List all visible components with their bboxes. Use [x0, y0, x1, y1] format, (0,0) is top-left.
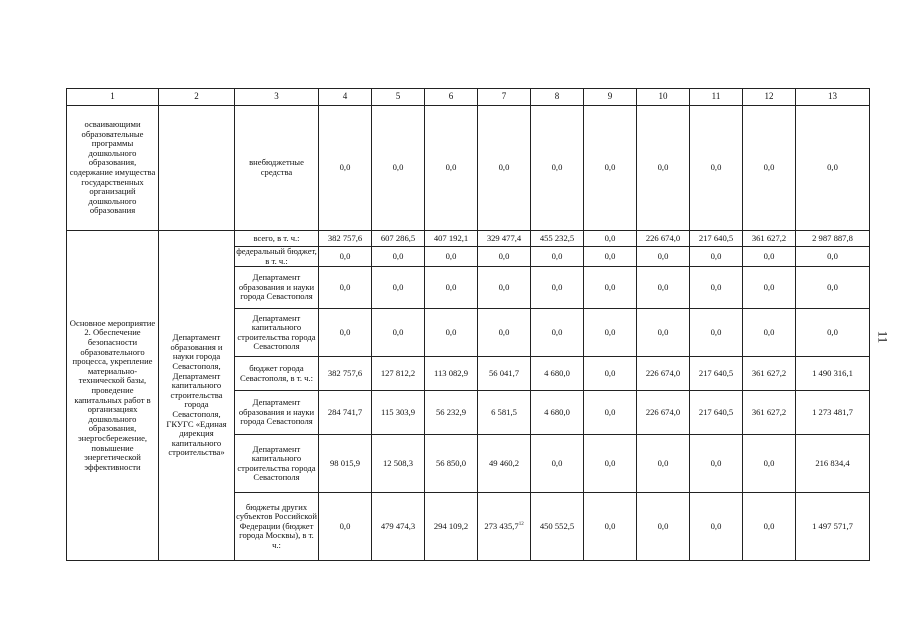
value-cell — [478, 247, 531, 267]
value-cell — [319, 309, 372, 357]
funding-source-cell: бюджеты других субъектов Российской Федерации (бюджет города Москвы), в т. ч.: — [235, 493, 319, 561]
value-cell — [425, 357, 478, 391]
value-text: 0,0 — [551, 281, 563, 292]
value-text: 226 674,0 — [645, 406, 681, 417]
value-text: 0,0 — [710, 326, 722, 337]
value-text: 4 680,0 — [544, 367, 570, 378]
value-text: 294 109,2 — [433, 520, 469, 531]
value-text: 0,0 — [392, 250, 404, 261]
value-cell — [425, 391, 478, 435]
value-text: 0,0 — [551, 250, 563, 261]
value-text: 0,0 — [763, 520, 775, 531]
page-number: 11 — [875, 330, 891, 344]
value-cell — [796, 309, 870, 357]
value-cell — [478, 493, 531, 561]
value-cell — [531, 231, 584, 247]
value-cell — [425, 309, 478, 357]
value-cell — [637, 435, 690, 493]
value-cell — [796, 247, 870, 267]
table-row — [67, 106, 870, 231]
value-cell: 0,0 — [796, 106, 870, 231]
value-cell — [425, 435, 478, 493]
funding-source-cell: всего, в т. ч.: — [235, 231, 319, 247]
funding-source-cell: внебюджетные средства — [235, 106, 319, 231]
value-text: 217 640,5 — [698, 406, 734, 417]
value-text: 0,0 — [657, 281, 669, 292]
column-header: 8 — [531, 89, 584, 106]
value-text: 382 757,6 — [327, 232, 363, 243]
value-text: 0,0 — [445, 250, 457, 261]
value-cell — [743, 247, 796, 267]
value-text: 0,0 — [657, 457, 669, 468]
value-cell — [796, 267, 870, 309]
value-text: 0,0 — [551, 326, 563, 337]
value-text: 450 552,5 — [539, 520, 575, 531]
value-text: 2 987 887,8 — [812, 232, 853, 243]
value-text: 226 674,0 — [645, 367, 681, 378]
value-cell — [584, 493, 637, 561]
value-cell — [319, 493, 372, 561]
value-cell — [319, 231, 372, 247]
value-text: 0,0 — [498, 281, 510, 292]
value-cell — [690, 357, 743, 391]
value-cell — [584, 435, 637, 493]
value-cell — [637, 247, 690, 267]
executor-cell: Департамент образования и науки города Севастополя, Департамент капитального строительства города Севастополя, ГКУГС «Единая дирекция капитального строительства» — [159, 231, 235, 561]
value-cell — [531, 247, 584, 267]
value-text: 0,0 — [498, 326, 510, 337]
value-cell — [478, 267, 531, 309]
value-cell — [637, 267, 690, 309]
value-cell — [796, 357, 870, 391]
column-header: 1 — [67, 89, 159, 106]
funding-source-cell: Департамент образования и науки города Севастополя — [235, 391, 319, 435]
value-text: 0,0 — [604, 457, 616, 468]
value-cell — [319, 247, 372, 267]
value-text: 361 627,2 — [751, 367, 787, 378]
value-cell — [478, 391, 531, 435]
value-text: 455 232,5 — [539, 232, 575, 243]
value-text: 0,0 — [710, 457, 722, 468]
value-text: 0,0 — [710, 281, 722, 292]
value-cell — [425, 247, 478, 267]
value-text: 56 850,0 — [435, 457, 467, 468]
value-text: 0,0 — [551, 457, 563, 468]
value-cell: 0,0 — [319, 106, 372, 231]
value-cell — [584, 391, 637, 435]
value-text: 0,0 — [710, 520, 722, 531]
value-cell — [637, 357, 690, 391]
funding-source-cell: Департамент образования и науки города Севастополя — [235, 267, 319, 309]
value-text: 98 015,9 — [329, 457, 361, 468]
value-cell — [425, 267, 478, 309]
value-cell — [584, 231, 637, 247]
value-text: 56 041,7 — [488, 367, 520, 378]
value-cell — [478, 309, 531, 357]
value-cell — [425, 231, 478, 247]
column-header: 12 — [743, 89, 796, 106]
value-cell — [531, 493, 584, 561]
value-cell — [372, 267, 425, 309]
value-text: 0,0 — [657, 250, 669, 261]
value-cell — [531, 391, 584, 435]
value-cell — [743, 435, 796, 493]
value-cell: 0,0 — [372, 106, 425, 231]
value-cell — [743, 391, 796, 435]
value-text: 12 508,3 — [382, 457, 414, 468]
value-cell — [584, 309, 637, 357]
value-cell: 0,0 — [478, 106, 531, 231]
value-text: 407 192,1 — [433, 232, 469, 243]
value-cell — [743, 493, 796, 561]
value-text: 1 497 571,7 — [812, 520, 853, 531]
value-text: 0,0 — [339, 326, 351, 337]
column-header: 13 — [796, 89, 870, 106]
value-cell — [531, 309, 584, 357]
value-text: 0,0 — [604, 326, 616, 337]
value-cell — [637, 309, 690, 357]
value-text: 115 303,9 — [380, 406, 416, 417]
value-text: 0,0 — [392, 326, 404, 337]
value-cell — [796, 391, 870, 435]
value-text: 0,0 — [498, 250, 510, 261]
value-cell — [743, 357, 796, 391]
value-text: 382 757,6 — [327, 367, 363, 378]
value-cell — [372, 493, 425, 561]
value-cell — [743, 267, 796, 309]
value-text: 127 812,2 — [380, 367, 416, 378]
value-cell — [372, 357, 425, 391]
value-cell — [372, 391, 425, 435]
column-header: 3 — [235, 89, 319, 106]
value-cell — [531, 357, 584, 391]
activity-name-cell: Основное мероприятие 2. Обеспечение безопасности образовательного процесса, укрепление материально-технической базы, проведение капитальных работ в организациях дошкольного образования, энергосбережение, повышение энергетической эффективности — [67, 231, 159, 561]
value-cell: 0,0 — [531, 106, 584, 231]
value-cell — [319, 357, 372, 391]
value-text: 329 477,4 — [486, 232, 522, 243]
value-text: 0,0 — [339, 250, 351, 261]
value-cell — [531, 435, 584, 493]
value-cell — [743, 231, 796, 247]
value-text: 113 082,9 — [433, 367, 469, 378]
value-cell: 0,0 — [584, 106, 637, 231]
value-text: 0,0 — [710, 250, 722, 261]
value-text: 0,0 — [657, 326, 669, 337]
value-text: 0,0 — [604, 232, 616, 243]
value-text: 0,0 — [604, 520, 616, 531]
value-cell — [796, 493, 870, 561]
funding-source-cell: федеральный бюджет, в т. ч.: — [236, 246, 317, 266]
value-cell — [690, 231, 743, 247]
column-header: 11 — [690, 89, 743, 106]
value-text: 0,0 — [604, 367, 616, 378]
value-text: 1 490 316,1 — [812, 367, 853, 378]
value-text: 217 640,5 — [698, 367, 734, 378]
value-cell — [796, 231, 870, 247]
value-cell — [531, 267, 584, 309]
value-text: 0,0 — [392, 281, 404, 292]
value-cell — [425, 493, 478, 561]
header-row — [67, 89, 870, 106]
funding-source-cell: Департамент капитального строительства города Севастополя — [235, 309, 319, 357]
column-header: 2 — [159, 89, 235, 106]
value-text: 0,0 — [827, 250, 838, 261]
value-cell — [584, 267, 637, 309]
value-text: 607 286,5 — [380, 232, 416, 243]
value-text: 0,0 — [657, 520, 669, 531]
value-cell: 0,0 — [690, 106, 743, 231]
value-cell — [319, 391, 372, 435]
value-cell — [637, 493, 690, 561]
value-cell — [584, 247, 637, 267]
funding-source-cell: Департамент капитального строительства города Севастополя — [235, 435, 319, 493]
value-cell — [690, 435, 743, 493]
value-text: 0,0 — [339, 281, 351, 292]
value-text: 0,0 — [763, 326, 775, 337]
value-cell — [690, 391, 743, 435]
value-cell — [690, 309, 743, 357]
value-text: 284 741,7 — [327, 406, 363, 417]
value-text: 4 680,0 — [544, 406, 570, 417]
value-text: 0,0 — [445, 281, 457, 292]
value-text: 6 581,5 — [491, 406, 517, 417]
column-header: 7 — [478, 89, 531, 106]
activity-name-cell: осваивающими образовательные программы дошкольного образования, содержание имущества государственных организаций дошкольного образования — [67, 106, 159, 231]
value-text: 0,0 — [339, 520, 351, 531]
value-text: 0,0 — [763, 250, 775, 261]
value-text: 0,0 — [604, 281, 616, 292]
value-cell: 0,0 — [637, 106, 690, 231]
value-text: 479 474,3 — [380, 520, 416, 531]
value-cell — [372, 247, 425, 267]
value-text: 0,0 — [604, 250, 616, 261]
value-text: 49 460,2 — [488, 457, 520, 468]
value-cell — [372, 231, 425, 247]
value-text: 0,0 — [827, 281, 838, 292]
value-cell — [372, 435, 425, 493]
value-text: 226 674,0 — [645, 232, 681, 243]
column-header: 5 — [372, 89, 425, 106]
footnote-mark: 12 — [518, 522, 524, 528]
value-text: 56 232,9 — [435, 406, 467, 417]
value-cell — [637, 231, 690, 247]
column-header: 6 — [425, 89, 478, 106]
value-cell — [690, 247, 743, 267]
value-cell — [319, 267, 372, 309]
value-text: 361 627,2 — [751, 406, 787, 417]
value-cell: 0,0 — [743, 106, 796, 231]
column-header: 4 — [319, 89, 372, 106]
value-text: 0,0 — [763, 281, 775, 292]
column-header: 10 — [637, 89, 690, 106]
executor-cell — [159, 106, 235, 231]
value-cell — [690, 267, 743, 309]
budget-table — [66, 88, 870, 561]
value-cell — [478, 357, 531, 391]
value-text: 361 627,2 — [751, 232, 787, 243]
value-text: 273 435,7 — [484, 520, 519, 531]
value-cell — [319, 435, 372, 493]
value-text: 216 834,4 — [815, 457, 850, 468]
value-cell — [372, 309, 425, 357]
table-row — [67, 231, 870, 247]
value-text: 0,0 — [763, 457, 775, 468]
value-text: 0,0 — [827, 326, 838, 337]
value-text: 0,0 — [445, 326, 457, 337]
value-cell — [743, 309, 796, 357]
value-cell — [637, 391, 690, 435]
column-header: 9 — [584, 89, 637, 106]
value-cell — [478, 231, 531, 247]
value-cell — [690, 493, 743, 561]
funding-source-cell: бюджет города Севастополя, в т. ч.: — [235, 357, 319, 391]
value-cell: 0,0 — [425, 106, 478, 231]
value-cell — [478, 435, 531, 493]
value-cell — [584, 357, 637, 391]
value-text: 1 273 481,7 — [812, 406, 853, 417]
value-text: 217 640,5 — [698, 232, 734, 243]
value-text: 0,0 — [604, 406, 616, 417]
value-cell — [796, 435, 870, 493]
